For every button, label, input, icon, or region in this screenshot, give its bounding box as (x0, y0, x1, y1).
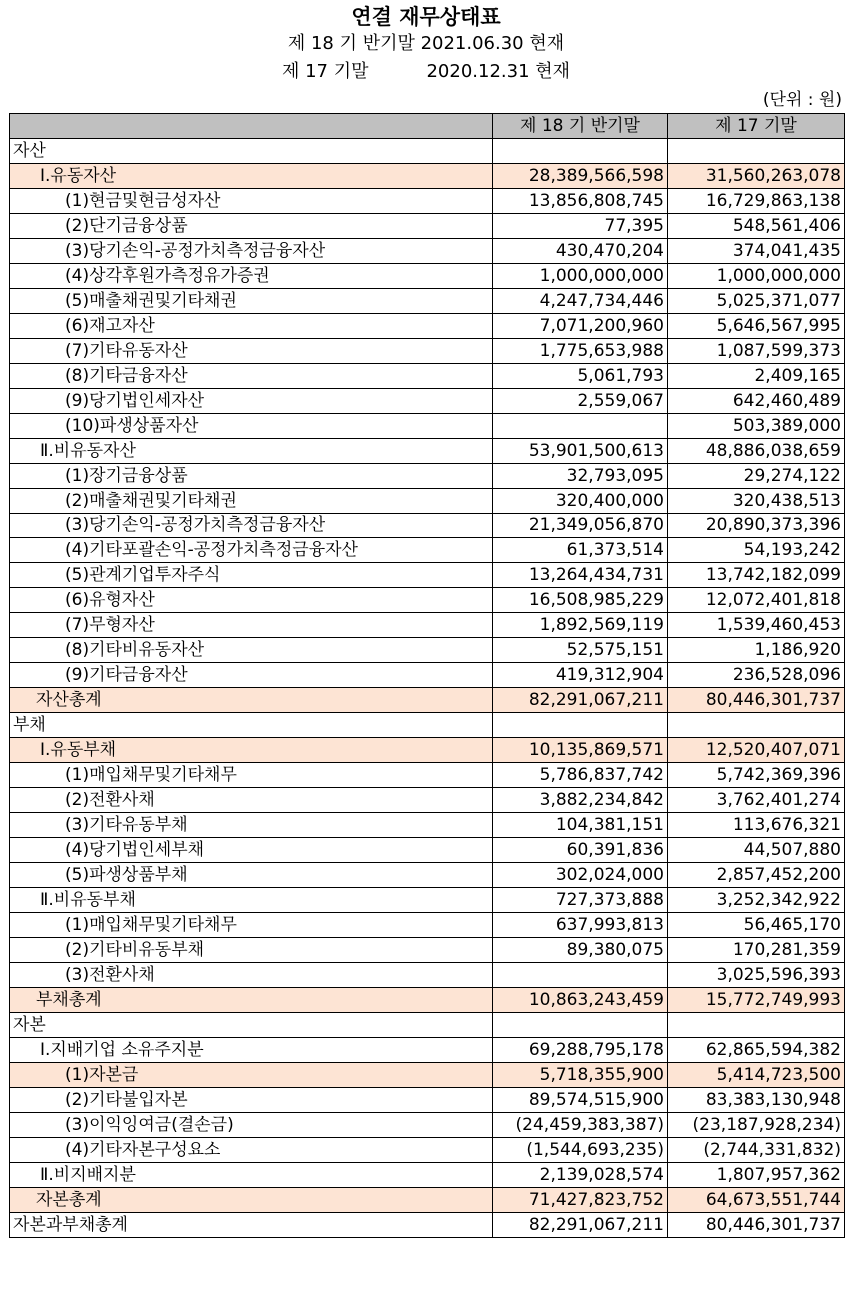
account-name: Ⅰ.지배기업 소유주지분 (10, 1037, 493, 1062)
table-row (10, 1187, 845, 1212)
account-name: 자본 (10, 1012, 493, 1037)
table-row (10, 838, 845, 863)
unit-label: (단위 : 원) (762, 90, 842, 110)
current-period-value: 5,718,355,900 (493, 1062, 668, 1087)
current-period-value: 28,389,566,598 (493, 163, 668, 188)
account-name: (7)무형자산 (10, 613, 493, 638)
prior-period-value: 56,465,170 (668, 913, 845, 938)
table-row (10, 713, 845, 738)
current-period-value: (1,544,693,235) (493, 1137, 668, 1162)
table-row (10, 1037, 845, 1062)
current-period-value (493, 1012, 668, 1037)
account-name: 자본총계 (10, 1187, 493, 1212)
account-name: Ⅰ.유동부채 (10, 738, 493, 763)
current-period-value (493, 713, 668, 738)
table-row (10, 763, 845, 788)
prior-period-value: 1,087,599,373 (668, 338, 845, 363)
account-name: (2)기타비유동부채 (10, 937, 493, 962)
prior-period-value: 15,772,749,993 (668, 987, 845, 1012)
prior-period-value: 5,414,723,500 (668, 1062, 845, 1087)
table-row (10, 913, 845, 938)
account-name: Ⅱ.비지배지분 (10, 1162, 493, 1187)
header-prior-period: 제 17 기말 (668, 114, 845, 139)
account-name: 자산총계 (10, 688, 493, 713)
account-name: (8)기타비유동자산 (10, 638, 493, 663)
table-row (10, 937, 845, 962)
table-row (10, 1012, 845, 1037)
account-name: (5)파생상품부채 (10, 863, 493, 888)
current-period-value: 2,139,028,574 (493, 1162, 668, 1187)
table-row (10, 188, 845, 213)
current-period-value: 1,892,569,119 (493, 613, 668, 638)
current-period-value: 1,775,653,988 (493, 338, 668, 363)
account-name: (4)기타자본구성요소 (10, 1137, 493, 1162)
account-name: (5)매출채권및기타채권 (10, 288, 493, 313)
prior-period-value: 80,446,301,737 (668, 688, 845, 713)
account-name: (6)재고자산 (10, 313, 493, 338)
table-row (10, 313, 845, 338)
current-period-value: 13,264,434,731 (493, 563, 668, 588)
account-name: (10)파생상품자산 (10, 413, 493, 438)
account-name: (3)이익잉여금(결손금) (10, 1112, 493, 1137)
account-name: (8)기타금융자산 (10, 363, 493, 388)
prior-period-value: 642,460,489 (668, 388, 845, 413)
current-period-value: 52,575,151 (493, 638, 668, 663)
prior-period-value: 5,646,567,995 (668, 313, 845, 338)
current-period-value: 320,400,000 (493, 488, 668, 513)
prior-period-value: 54,193,242 (668, 538, 845, 563)
table-row (10, 813, 845, 838)
balance-sheet-table (9, 113, 845, 1238)
current-period-value: 1,000,000,000 (493, 263, 668, 288)
table-row (10, 388, 845, 413)
current-period-value (493, 962, 668, 987)
table-row (10, 488, 845, 513)
prior-period-value: 48,886,038,659 (668, 438, 845, 463)
current-period-value: (24,459,383,387) (493, 1112, 668, 1137)
table-row (10, 1162, 845, 1187)
prior-period-value: 13,742,182,099 (668, 563, 845, 588)
table-row (10, 463, 845, 488)
prior-period-value: 113,676,321 (668, 813, 845, 838)
current-period-value: 302,024,000 (493, 863, 668, 888)
table-row (10, 888, 845, 913)
table-row (10, 638, 845, 663)
table-row (10, 663, 845, 688)
account-name: 자본과부채총계 (10, 1212, 493, 1237)
prior-period-value: 64,673,551,744 (668, 1187, 845, 1212)
current-period-value: 16,508,985,229 (493, 588, 668, 613)
table-row (10, 438, 845, 463)
current-period-value: 89,574,515,900 (493, 1087, 668, 1112)
current-period-value: 637,993,813 (493, 913, 668, 938)
current-period-value: 82,291,067,211 (493, 688, 668, 713)
prior-period-value: 2,409,165 (668, 363, 845, 388)
table-row (10, 1212, 845, 1237)
table-row (10, 338, 845, 363)
account-name: Ⅱ.비유동자산 (10, 438, 493, 463)
prior-period-value: 374,041,435 (668, 238, 845, 263)
table-row (10, 138, 845, 163)
prior-period-value: 5,742,369,396 (668, 763, 845, 788)
current-period-value: 727,373,888 (493, 888, 668, 913)
table-row (10, 213, 845, 238)
table-row (10, 413, 845, 438)
account-name: (9)당기법인세자산 (10, 388, 493, 413)
prior-period-date: 2020.12.31 현재 (426, 61, 571, 82)
current-period-value (493, 413, 668, 438)
prior-period-value: 5,025,371,077 (668, 288, 845, 313)
account-name: (2)기타불입자본 (10, 1087, 493, 1112)
account-name: (1)장기금융상품 (10, 463, 493, 488)
current-period-value: 69,288,795,178 (493, 1037, 668, 1062)
table-row (10, 1062, 845, 1087)
table-row (10, 363, 845, 388)
current-period-value: 89,380,075 (493, 937, 668, 962)
current-period-value: 4,247,734,446 (493, 288, 668, 313)
table-row (10, 238, 845, 263)
current-period-value: 82,291,067,211 (493, 1212, 668, 1237)
prior-period-value (668, 713, 845, 738)
current-period-value: 5,786,837,742 (493, 763, 668, 788)
current-period-value: 2,559,067 (493, 388, 668, 413)
prior-period-value: 548,561,406 (668, 213, 845, 238)
current-period-value: 21,349,056,870 (493, 513, 668, 538)
header-current-period: 제 18 기 반기말 (493, 114, 668, 139)
account-name: (1)자본금 (10, 1062, 493, 1087)
account-name: (3)전환사채 (10, 962, 493, 987)
prior-period-value: (23,187,928,234) (668, 1112, 845, 1137)
account-name: (4)당기법인세부채 (10, 838, 493, 863)
account-name: (6)유형자산 (10, 588, 493, 613)
prior-period-value: 62,865,594,382 (668, 1037, 845, 1062)
account-name: 부채총계 (10, 987, 493, 1012)
prior-period-value: 44,507,880 (668, 838, 845, 863)
table-row (10, 1137, 845, 1162)
current-period-value: 61,373,514 (493, 538, 668, 563)
prior-period-value: 1,807,957,362 (668, 1162, 845, 1187)
table-row (10, 962, 845, 987)
account-name: 부채 (10, 713, 493, 738)
prior-period-value: (2,744,331,832) (668, 1137, 845, 1162)
current-period-value: 13,856,808,745 (493, 188, 668, 213)
statement-title: 연결 재무상태표 (351, 5, 501, 29)
prior-period-value: 3,252,342,922 (668, 888, 845, 913)
prior-period-label: 제 17 기말 (281, 61, 369, 82)
table-row (10, 263, 845, 288)
prior-period-value: 170,281,359 (668, 937, 845, 962)
prior-period-value: 503,389,000 (668, 413, 845, 438)
prior-period-value: 3,762,401,274 (668, 788, 845, 813)
account-name: (4)상각후원가측정유가증권 (10, 263, 493, 288)
account-name: (9)기타금융자산 (10, 663, 493, 688)
account-name: (2)매출채권및기타채권 (10, 488, 493, 513)
table-row (10, 588, 845, 613)
prior-period-value (668, 138, 845, 163)
prior-period-value: 20,890,373,396 (668, 513, 845, 538)
account-name: (3)당기손익-공정가치측정금융자산 (10, 238, 493, 263)
table-body (10, 138, 845, 1237)
current-period-value: 32,793,095 (493, 463, 668, 488)
current-period-value: 10,863,243,459 (493, 987, 668, 1012)
prior-period-value: 236,528,096 (668, 663, 845, 688)
account-name: (1)매입채무및기타채무 (10, 913, 493, 938)
prior-period-value: 2,857,452,200 (668, 863, 845, 888)
current-period-value (493, 138, 668, 163)
table-row (10, 613, 845, 638)
table-row (10, 863, 845, 888)
account-name: (2)전환사채 (10, 788, 493, 813)
account-name: (7)기타유동자산 (10, 338, 493, 363)
account-name: Ⅰ.유동자산 (10, 163, 493, 188)
prior-period-value: 1,186,920 (668, 638, 845, 663)
current-period-value: 53,901,500,613 (493, 438, 668, 463)
prior-period-value: 29,274,122 (668, 463, 845, 488)
table-header-row (10, 114, 845, 139)
header-account (10, 114, 493, 139)
account-name: (2)단기금융상품 (10, 213, 493, 238)
prior-period-value: 80,446,301,737 (668, 1212, 845, 1237)
current-period-value: 3,882,234,842 (493, 788, 668, 813)
account-name: (3)당기손익-공정가치측정금융자산 (10, 513, 493, 538)
table-row (10, 563, 845, 588)
current-period-value: 77,395 (493, 213, 668, 238)
prior-period-value: 1,539,460,453 (668, 613, 845, 638)
prior-period-value: 12,520,407,071 (668, 738, 845, 763)
table-row (10, 788, 845, 813)
account-name: (4)기타포괄손익-공정가치측정금융자산 (10, 538, 493, 563)
prior-period-value: 83,383,130,948 (668, 1087, 845, 1112)
current-period-value: 60,391,836 (493, 838, 668, 863)
account-name: (5)관계기업투자주식 (10, 563, 493, 588)
account-name: (1)현금및현금성자산 (10, 188, 493, 213)
prior-period-value (668, 1012, 845, 1037)
current-period-value: 71,427,823,752 (493, 1187, 668, 1212)
current-period-value: 10,135,869,571 (493, 738, 668, 763)
account-name: (3)기타유동부채 (10, 813, 493, 838)
current-period-line: 제 18 기 반기말 2021.06.30 현재 (287, 33, 565, 54)
current-period-value: 430,470,204 (493, 238, 668, 263)
current-period-value: 419,312,904 (493, 663, 668, 688)
table-row (10, 513, 845, 538)
current-period-value: 104,381,151 (493, 813, 668, 838)
table-row (10, 163, 845, 188)
table-row (10, 538, 845, 563)
prior-period-value: 31,560,263,078 (668, 163, 845, 188)
table-row (10, 288, 845, 313)
account-name: 자산 (10, 138, 493, 163)
account-name: (1)매입채무및기타채무 (10, 763, 493, 788)
current-period-value: 7,071,200,960 (493, 313, 668, 338)
table-row (10, 987, 845, 1012)
prior-period-value: 320,438,513 (668, 488, 845, 513)
account-name: Ⅱ.비유동부채 (10, 888, 493, 913)
prior-period-line (0, 60, 852, 84)
table-row (10, 688, 845, 713)
current-period-value: 5,061,793 (493, 363, 668, 388)
prior-period-value: 16,729,863,138 (668, 188, 845, 213)
prior-period-value: 1,000,000,000 (668, 263, 845, 288)
prior-period-value: 12,072,401,818 (668, 588, 845, 613)
table-row (10, 738, 845, 763)
prior-period-value: 3,025,596,393 (668, 962, 845, 987)
table-row (10, 1087, 845, 1112)
table-row (10, 1112, 845, 1137)
